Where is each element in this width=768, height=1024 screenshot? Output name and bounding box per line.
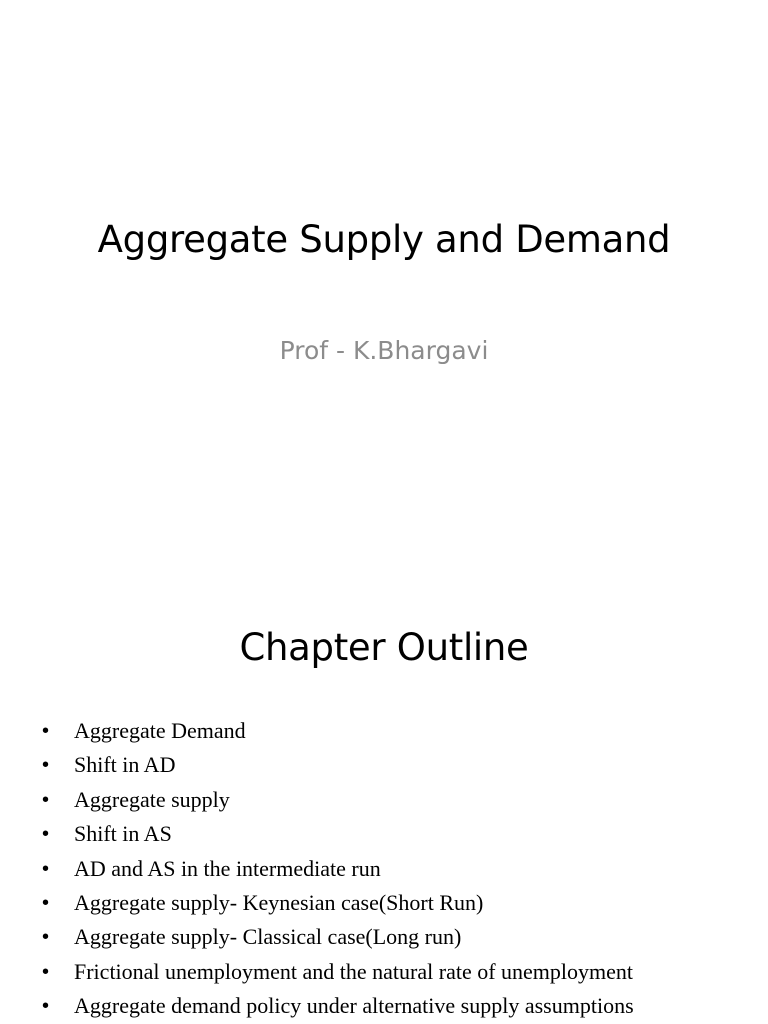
bullet-dot-icon: • (42, 788, 50, 811)
list-item-text: Frictional unemployment and the natural rate of unemployment (74, 958, 634, 984)
bullet-dot-icon: • (42, 960, 50, 983)
bullet-dot-icon: • (42, 857, 50, 880)
list-item (40, 886, 634, 920)
list-item (40, 817, 634, 851)
bullet-dot-icon: • (42, 891, 50, 914)
list-item (40, 989, 634, 1023)
list-item (40, 852, 634, 886)
bullet-dot-icon: • (42, 926, 50, 949)
list-item-text: Shift in AD (74, 752, 176, 778)
list-item-text: Aggregate demand policy under alternative supply assumptions (74, 993, 634, 1019)
list-item-text: Shift in AS (74, 821, 172, 847)
list-item (40, 748, 634, 782)
bullet-dot-icon: • (42, 823, 50, 846)
list-item-text: Aggregate supply- Classical case(Long run) (74, 924, 462, 950)
list-item-text: Aggregate supply- Keynesian case(Short Run) (74, 889, 484, 915)
bullet-dot-icon: • (42, 720, 50, 742)
list-item (40, 920, 634, 954)
list-item (40, 714, 634, 748)
list-item-text: Aggregate supply (74, 786, 230, 812)
list-item (40, 783, 634, 817)
bullet-dot-icon: • (42, 754, 50, 777)
outline-title: Chapter Outline (239, 626, 529, 669)
outline-slide (0, 576, 768, 1024)
bullet-dot-icon: • (42, 995, 50, 1018)
outline-list (40, 714, 634, 1024)
list-item (40, 955, 634, 989)
presentation-title: Aggregate Supply and Demand (97, 218, 671, 261)
presenter-name: Prof - K.Bhargavi (279, 336, 489, 365)
list-item-text: Aggregate Demand (74, 718, 246, 743)
list-item-text: AD and AS in the intermediate run (74, 855, 381, 881)
